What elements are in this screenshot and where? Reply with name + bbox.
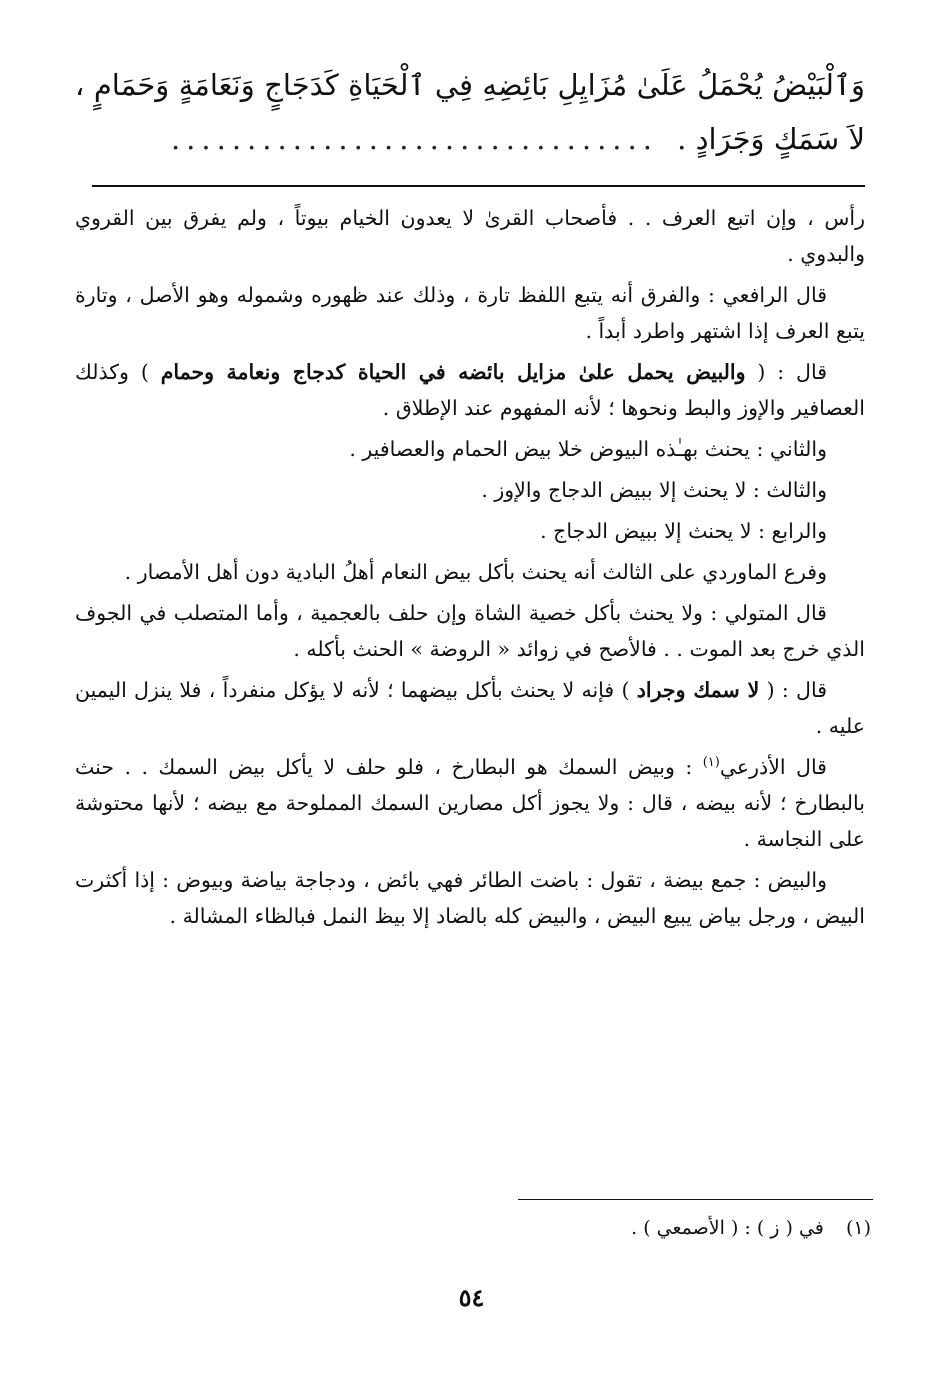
commentary-paragraph: قال : ( والبيض يحمل علىٰ مزايل بائضه في الحياة كدجاج ونعامة وحمام ) وكذلك العصافير والإوز والبط ونحوها ؛ لأنه المفهوم عند الإطلاق . [75, 360, 865, 420]
commentary-paragraph: والبيض : جمع بيضة ، تقول : باضت الطائر فهي بائض ، ودجاجة بياضة وبيوض : إذا أكثرت البيض ، ورجل بياض يبيع البيض ، والبيض كله بالضاد إلا بيظ النمل فبالظاء المشالة . [75, 868, 865, 928]
commentary-paragraph: قال المتولي : ولا يحنث بأكل خصية الشاة وإن حلف بالعجمية ، وأما المتصلب في الجوف الذي خرج بعد الموت . . فالأصح في زوائد « الروضة » الحنث بأكله . [75, 601, 865, 661]
matn-dots: ................................ [170, 122, 658, 156]
commentary-block [75, 200, 865, 939]
commentary-paragraph: رأس ، وإن اتبع العرف . . فأصحاب القرىٰ لا يعدون الخيام بيوتاً ، ولم يفرق بين القروي والبدوي . [75, 206, 865, 266]
footnote-number: (١) [845, 1217, 871, 1239]
commentary-paragraph: قال الأذرعي$^{(١)}$ : وبيض السمك هو البطارخ ، فلو حلف لا يأكل بيض السمك . . حنث بالبطارخ ؛ لأنه بيضه ، قال : ولا يجوز أكل مصارين السمك المملوحة مع بيضه ؛ لأنها محتوشة على النجاسة . [75, 755, 865, 851]
footnote-reference[interactable]: (١) [702, 755, 720, 771]
commentary-paragraph: قال : ( لا سمك وجراد ) فإنه لا يحنث بأكل بيضهما ؛ لأنه لا يؤكل منفرداً ، فلا ينزل اليمين عليه . [75, 678, 865, 738]
commentary-paragraph: والثالث : لا يحنث إلا ببيض الدجاج والإوز . [481, 478, 827, 502]
separator-rule [92, 185, 865, 187]
matn-quote: والبيض يحمل علىٰ مزايل بائضه في الحياة كدجاج ونعامة وحمام [160, 360, 746, 384]
commentary-paragraph: وفرع الماوردي على الثالث أنه يحنث بأكل بيض النعام أهلُ البادية دون أهل الأمصار . [124, 560, 827, 584]
commentary-paragraph: والرابع : لا يحنث إلا ببيض الدجاج . [540, 519, 827, 543]
matn-text-block [75, 58, 865, 166]
commentary-paragraph: قال الرافعي : والفرق أنه يتبع اللفظ تارة ، وذلك عند ظهوره وشموله وهو الأصل ، وتارة يتبع العرف إذا اشتهر واطرد أبداً . [75, 283, 865, 343]
footnote-text: في ( ز ) : ( الأصمعي ) . [631, 1217, 824, 1239]
page-number: ٥٤ [458, 1283, 485, 1312]
matn-quote: لا سمك وجراد [636, 678, 760, 702]
footnote-separator [518, 1199, 873, 1200]
matn-text: وَٱلْبَيْضُ يُحْمَلُ عَلَىٰ مُزَايِلِ بَائِضِهِ فِي ٱلْحَيَاةِ كَدَجَاجٍ وَنَعَامَةٍ وَحَمَامٍ ، لاَ سَمَكٍ وَجَرَادٍ . [75, 68, 865, 156]
commentary-paragraph: والثاني : يحنث بهـٰذه البيوض خلا بيض الحمام والعصافير . [349, 437, 827, 461]
footnote [91, 1213, 871, 1243]
